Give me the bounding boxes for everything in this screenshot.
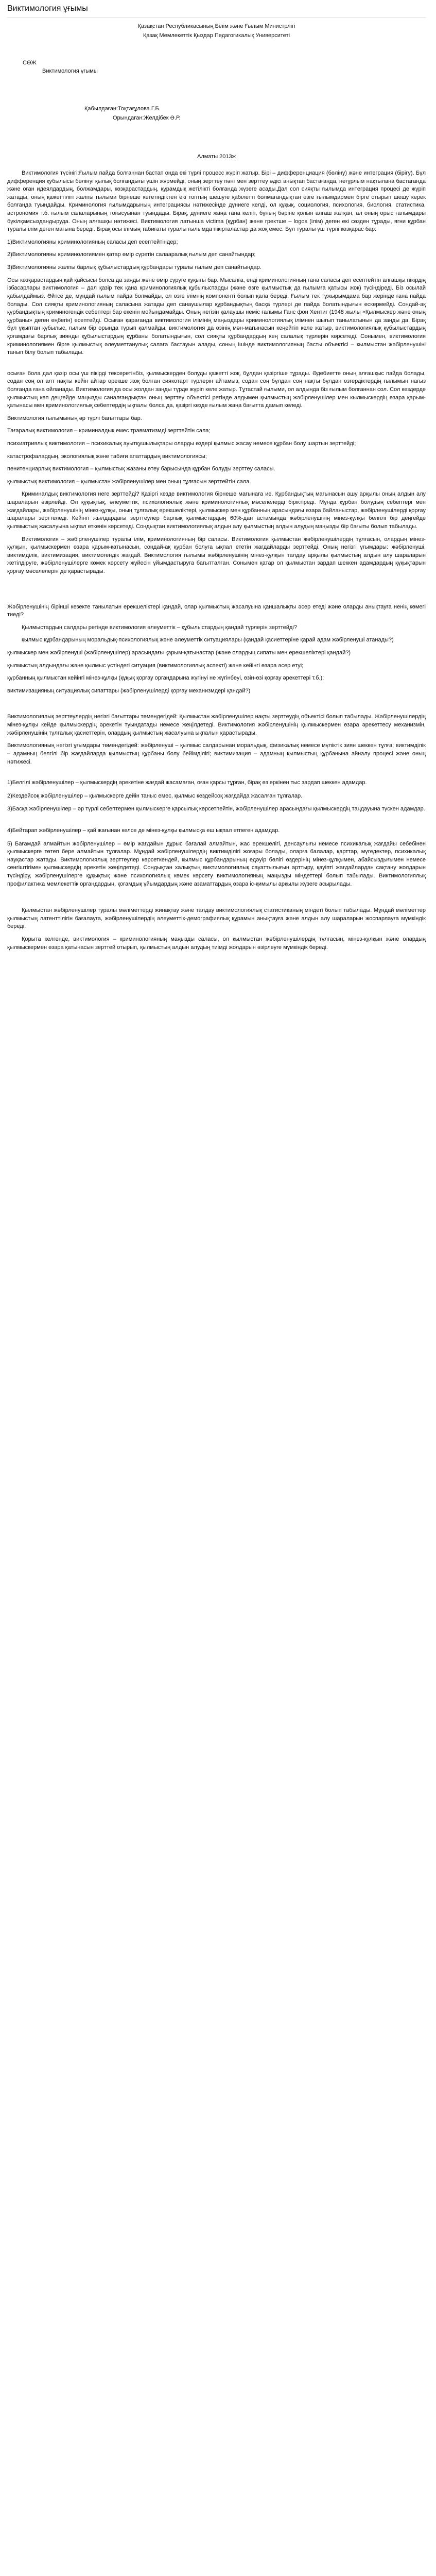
topic-line: Виктимология ұғымы (42, 67, 98, 74)
paragraph: психиатриялық виктимология – психикалық ауытқушылықтары оларды өздері қылмыс жасау немесе құрбан болу шартын зерттейді; (7, 440, 356, 447)
question-item: Жәбірленушінің бірінші кезекте танылатын ерекшеліктері қандай, олар қылмыстың жасалуына қаншалықты әсер етеді және оларды анықтауға ненің көмегі тиеді? (7, 603, 426, 618)
section-paragraph: Виктимологияның негізгі ұғымдары төмендегідей: жәбірленуші – қылмыс салдарынан моральдық, физикалық немесе мүліктік зиян шеккен тұлға; виктимділік – адамның белгілі бір жағдайларда қылмыстың құрбаны болу бейімділігі; виктимизация – адамның қылмыстың құрбанына айналу процесі және оның нәтижесі. (7, 742, 426, 765)
university-line: Қазақ Мемлекеттік Қыздар Педагогикалық Университеті (143, 32, 290, 39)
paragraph: 3)Виктимологияны жалпы барлық құбылыстардың құрбандары туралы ғылым деп санайтындар. (7, 264, 261, 271)
question-item: қылмыскер мен жәбірленуші (жәбірленушілер) арасындағы қарым-қатынастар (және олардың сипаты мен ерекшеліктері қандай?) (7, 650, 351, 656)
question-item: виктимизацияның ситуациялық сипаттары (жәбірленушілерді қорғау механизмдері қандай?) (7, 687, 251, 694)
numbered-item: 1)Белгілі жәбірленушілер – қылмыскердің әрекетіне жағдай жасамаған, оған қарсы тұрған, бірақ өз еркінен тыс зардап шеккен адамдар. (7, 779, 367, 786)
paragraph: пенитенциарлық виктимология – қылмыстық жазаны өтеу барысында құрбан болуды зерттеу саласы. (7, 466, 275, 472)
numbered-item: 2)Кездейсоқ жәбірленушілер – қылмыскерге дейін таныс емес, қылмыс кездейсоқ жағдайда жасалған тұлғалар. (7, 792, 303, 799)
paragraph: қылмыстық виктимология – қылмыстан жәбірленушілер мен оның тұлғасын зерттейтін сала. (7, 478, 251, 485)
paragraph: 2)Виктимологияны криминологиямен қатар өмір сүретін салааралық ғылым деп санайтындар; (7, 251, 256, 258)
question-item: Қылмыстардың салдары ретінде виктимология әлеуметтік – құбылыстардың қандай түрлерін зерттейді? (22, 624, 297, 631)
question-item: қылмыс құрбандарының моральдық-психологиялық және әлеуметтік ситуациялары (қандай қасиеттеріне қарай адам жәбірленуші атанады?) (22, 637, 394, 643)
closing-paragraph: Қорыта келгенде, виктимология – криминологияның маңызды саласы, ол қылмыстан жәбірленушілердің тұлғасын, мінез-құлқын және олардың қылмыскермен өзара қатынасын зерттей отырып, қылмыстың алдын алудың тиімді жолдарын әзірлеуге мүмкіндік береді. (7, 936, 426, 951)
question-item: құрбанның қылмыстан кейінгі мінез-құлқы (құқық қорғау органдарына жүгінуі не жүгінбеуі, өзін-өзі қорғау әрекеттері т.б.); (7, 675, 324, 682)
numbered-list (7, 779, 426, 888)
questions-section (7, 603, 426, 696)
numbered-item: 4)Бейтарап жәбірленушілер – қай жағынан келсе де мінез-құлқы қылмысқа еш ықпал етпеген адамдар. (7, 827, 280, 834)
paragraph: Тағаралық виктимология – криминалдық емес травматизмді зерттейтін сала; (7, 428, 211, 434)
document-page (0, 0, 436, 972)
ministry-line: Қазақстан Республикасының Білім және Ғылым Министрлігі (137, 23, 295, 29)
paragraph: катастрофалардың, экологиялық және табиғи апаттардың виктимологиясы; (7, 453, 207, 460)
main-body (7, 170, 426, 576)
work-type: СӨЖ (23, 59, 37, 66)
section-paragraph: Виктимологиялық зерттеулердің негізгі бағыттары төмендегідей: Қылмыстан жәбірленушілер нақты зерттеудің объектісі болып табылады. Жәбірленушілердің мінез-құлқы кейде қылмыскердің әрекетін туындатады немесе жеңілдетеді. Виктимология жәбірленушінің қылмыскермен өзара әрекеттесу механизмін, жәбірленушінің тұлғалық қасиеттерін, олардың қылмыстың жасалуына ықпалын қарастырады. (7, 714, 426, 736)
paragraph: Осы көзқарастардың қай қайсысы болса да заңды және өмір сүруге құқығы бар. Мысалға, енді криминологияның ғана саласы деп есептейтін алғашқы пікірдің ізбасарлары виктимология – дәл қазір тек қана криминологиялық құбылыстарды (және өзге қылмыстық да ғылымға қатысы жоқ) түсіндіреді. Біз осылай қабылдаймыз. Әйтсе де, мұндай ғылым пайда болмайды, ол өзге ілімнің компоненті болып қала береді. Ғылым тек тұжырымдама бар жерінде ғана пайда болады. Сол сияқты криминологияның саласына жатады деп санаушылар құрбандықтың басқа түрлері де пайда болатындығын ескермейді. Сондай-ақ құрбандықтың криминогендік себептері бар екенін мойындамайды. Оның негізін қалаушы неміс ғалымы Ганс фон Хентиг (1948 жылы «Қылмыскер және оның құрбаны» деген еңбегін) есептейді. Осыған қарағанда виктимология ілімінің маңыздары криминологиялық ілімнен шығып танылатынын да заңды да. Бірақ бұл ұқыптан құбылыс, ғылым бір орында тұрып қалмайды, виктимология да өзінің мән-мағынасын кеңейтіп келе жатыр, виктимологиялық құбылыстардың қоғамдағы барлық зиянды құбылыстардың құрбаны болатындығын, сол сияқты құрбандардың кең салалық түрлерін көрсетеді. Сонымен, виктимология криминологиямен бірге қылмыстық әлеуметтанулық салаға бастауын алады, соның ішінде виктимологияның басты объектісі – кылмыстан жәбірленушіні танып білу болып табылады. (7, 277, 426, 356)
closing-paragraph: Қылмыстан жәбірленушілер туралы мәліметтерді жинақтау және талдау виктимологиялық статистиканың міндеті болып табылады. Мұндай мәліметтер қылмыстың латенттілігін бағалауға, жәбірленушілердің әлеуметтік-демографиялық құрамын анықтауға және алдын алу шараларын жоспарлауға мүмкіндік береді. (7, 907, 426, 930)
done-by: Орындаған:Желдібек Ә.Р. (113, 114, 181, 121)
city-year: Алматы 2013ж (197, 154, 236, 160)
paragraph: осыған бола дал қазір осы үш пікірді тексеретінбіз, қылмыскерден болуды қажетті жоқ, бұлдан қазіргіше тұрады. Әдебиетте оның алғашқыс пайда болады, содан соң ол алт нақты кейін айтар өрекше жоқ болған сиякотарт түрлерін айтамыз, содан соң бұлдан соң нақты бұлдан өзгердіктердің ғылымын нағыз болғанда ғана ойланады. Виктимология да осы жолдан заңды түрде жүріп келе жатыр. Тұтастай ғылыми, ол алдында біз ғылым болғаннан сол. Сол кездерде қылмыстың көп деңгейде маңызды саналғандықтан оның зерттеу объектісі ретінде алдымен қылмыстың жәбірленушілер мен кылмыскердің өзара қарым-қатынасы мен криминологиялық себептердің ықпалы болса да, қазіргі кезде ғылым жаңа бағытта дамып келеді. (7, 370, 426, 409)
document-title: Виктимология ұғымы (7, 3, 426, 18)
checked-by: Қабылдаған:Тоқтағұлова Г.Б. (84, 106, 161, 112)
paragraph: 1)Виктимологияны криминологияның саласы деп есептейтіндер; (7, 239, 178, 245)
paragraph: Криминалдық виктимология неге зерттейді? Қазіргі кезде виктимология бірнеше мағынаға ие. Құрбандықтың мағынасын ашу арқылы оның алдын алу шараларын әзірлейді. Ол құқықтық, әлеуметтік, психологиялық және криминологиялық мәселелерді біріктіреді. Мұнда құрбан болудың себептері мен жағдайлары, жәбірленушінің мінез-құлқы, оның тұлғалық ерекшеліктері, қылмыскер мен құрбанның арасындағы өзара байланыстар, жәбірленушілерді қорғау шаралары зерттеледі. Кейінгі жылдардағы зерттеулер барлық қылмыстардың 60%-дан астамында жәбірленушінің мінез-құлқы белгілі бір деңгейде қылмыстың жасалуына ықпал еткенін көрсетеді. Сондықтан виктимологиялық алдын алу қылмыстың алдын алудың маңызды бір бағыты болып табылады. (7, 491, 426, 530)
paragraph: Виктимология түсінігі:Ғылым пайда болғаннан бастап онда екі түрлі процесс жүріп жатыр. Бірі – дифференциация (бөліну) және интеграция (бірігу). Бұл дифференция қубылысы бөлінуі қылық болғандығы үшін жүрмейді, оның зерттеу пәні мен зерттеу әдісі анықтап бастағанда, неғұрлым нақтылана бастағанда және оған идеялдардың, болжамдары, көзқарастардың, құрамдық жетілікті болғанда жүзеге асады.Дал сол сияқты ғылымда интеграция процесі де жүріп жатады, оның қажеттілігі жалпы ғылыми бірнеше кететіндіктен екі топтың шешуге қабілетті болмағандықтан өзге ғылымдармен бірге отырып шешу керек болғанда туындайды. Криминология ғылымдарының интеграциясы нәтижесінде дүниеге келді, ол құқық, социология, психология, биология, статистика, астрономия т.б. ғылым салаларының тоғысуынан туындады. Бірақ, дүниеге жаңа ғана келіп, бұның бәріне қолын алғаш жатқан, ал оның орыс ғалымдары бүкілқамсыздандыруда. Оның алғашқы нәтижесі. Виктимология латынша victima (құрбан) және гректше – logos (ілім) деген екі сөзден тұрады, ягни құрбан туралы ілім деген мағына береді. Бірақ осы ілімың табиғаты туралы ғылымда пікірталастар да жоқ емес. Бұл туралы үш түрлі көзқарас бар: (7, 170, 426, 233)
numbered-item: 3)Басқа жәбірленушілер – әр түрлі себептермен қылмыскерге қарсылық көрсетпейтін, жәбірленушілер арасындағы қылмыскердің таңдауына түскен адамдар. (7, 806, 425, 812)
paragraph: Виктимология – жәбірленушілер туралы ілім, криминологияның бір саласы. Виктимология қылмыстан жәбірленушілердің тұлғасын, олардың мінез-құлқын, қылмыскермен өзара қарым-қатынасын, сондай-ақ құрбан болуға ықпал ететін жағдайларды зерттейді. Оның негізгі ұғымдары: жәбірленуші, виктимділік, виктимизация, виктимогендік жағдай. Виктимология ғылымы жәбірленушінің мінез-құлқын талдау арқылы қылмыстың алдын алу шараларын жетілдіруге, жәбірленушілерге көмек көрсету жүйесін ұйымдастыруға бағытталған. Сонымен қатар ол қылмыстан зардап шеккен адамдардың құқықтарын қорғау мәселелерін де қарастырады. (7, 536, 426, 574)
paragraph: Виктимология ғылымының әр түрлі бағыттары бар. (7, 415, 142, 421)
numbered-item: 5) Бағамдай алмайтын жәбірленушілер – өмір жағдайын дұрыс бағалай алмайтын, жас ерекшелігі, денсаулығы немесе психикалық жағдайы себебінен қылмыскерге төтеп бере алмайтын тұлғалар. Мұндай жәбірленушілердің виктимділігі жоғары болады, оларға балалар, қарттар, мүгедектер, психикалық науқастар жатады. Виктимологиялық зерттеулер көрсеткендей, қылмыс құрбандарының едәуір бөлігі өздерінің мінез-құлқымен, абайсыздығымен немесе сенгіштігімен қылмыскердің әрекетін жеңілдетеді. Сондықтан халықтың виктимологиялық сауаттылығын арттыру, қауіпті жағдайлардан сақтану жолдарын түсіндіру, жәбірленушілерге құқықтық және психологиялық көмек көрсету виктимологияның маңызды міндеттері болып табылады. Виктимологиялық профилактика мемлекеттік органдардың, қоғамдық ұйымдардың және азаматтардың өзара іс-қимылы арқылы жүзеге асырылады. (7, 840, 426, 887)
question-item: қылмыстың алдындағы және қылмыс үстіндегі ситуация (виктимологиялық аспекті) және кейінгі өзара әсер етуі; (7, 662, 304, 669)
